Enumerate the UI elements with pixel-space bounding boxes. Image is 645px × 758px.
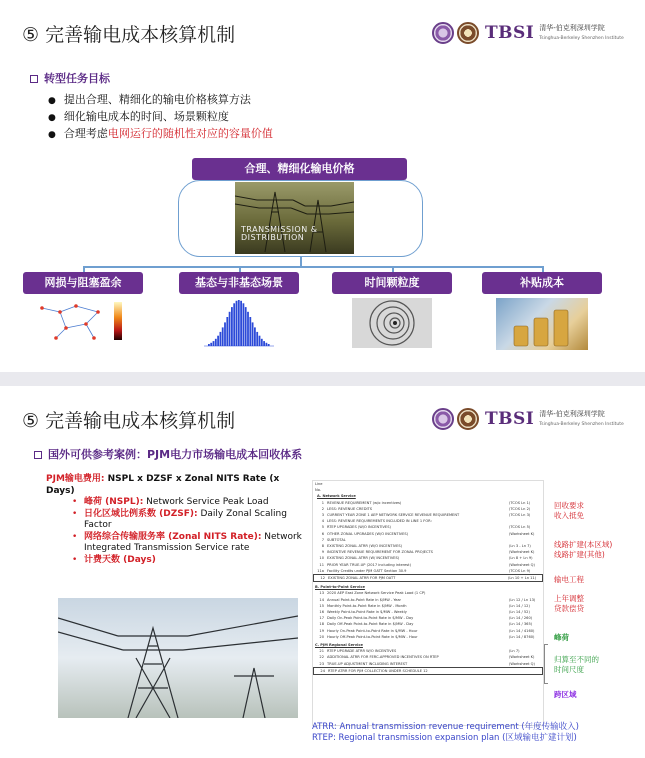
table-cell-ds: RTEP UPGRADES (W/O INCENTIVES) — [327, 525, 391, 530]
table-cell-ln: 5 — [321, 525, 324, 530]
section-b-title: B. Point-to-Point Service — [315, 585, 365, 590]
table-cell-rf: (Ln 14 / 12) — [509, 603, 530, 608]
revenue-requirement-table — [312, 480, 544, 726]
table-cell-rf: (Worksheet K) — [509, 550, 535, 555]
table-cell-rf: (TCOS Ln 2) — [509, 506, 531, 511]
slide-title: ⑤ 完善输电成本核算机制 — [22, 410, 236, 432]
table-cell-ln: 1 — [321, 500, 324, 505]
histogram-bar — [236, 301, 238, 346]
annotation-text: 线路扩建(本区域) — [554, 540, 613, 549]
tbsi-logo — [432, 408, 624, 430]
category-loss-congestion: 网损与阻塞盈余 — [23, 272, 143, 294]
formula-lead-label: PJM输电费用: — [46, 474, 105, 484]
table-cell-rf: (Worksheet Q) — [509, 661, 535, 666]
annotation-trueup — [554, 594, 584, 613]
slide-2 — [0, 386, 645, 758]
table-cell-ln: 8 — [321, 544, 324, 549]
goal-item — [48, 92, 273, 109]
footnote: RTEP: Regional transmission expansion plan (区域输电扩建计划) — [312, 733, 577, 743]
table-cell-ln: 17 — [319, 616, 324, 621]
goal-item — [48, 109, 273, 126]
table-cell-rf: (Worksheet K) — [509, 531, 535, 536]
table-row — [313, 661, 543, 667]
table-cell-ds: RTEP UPGRADE ATRR W/O INCENTIVES — [327, 649, 397, 654]
annotation-timescale — [554, 655, 599, 674]
annotation-text: 线路扩建(其他) — [554, 549, 605, 559]
table-cell-ds: Weekly Point-to-Point Rate in $/MW - Weekly — [327, 610, 407, 615]
table-cell-rf: (Ln 14 / 365) — [509, 622, 533, 627]
table-cell-ln: 22 — [319, 655, 324, 660]
histogram-bar — [261, 339, 263, 346]
photo-caption — [241, 226, 318, 242]
table-cell-ln: 24 — [320, 668, 325, 673]
power-tower-icon — [235, 182, 354, 254]
section-c-rows — [313, 648, 543, 675]
caption-line: DISTRIBUTION — [241, 233, 305, 242]
section-c-title: C. PJM Regional Service — [315, 643, 363, 648]
section-b-rows — [313, 590, 543, 640]
table-cell-ln: 21 — [319, 649, 324, 654]
table-cell-rf: (Ln 8 + Ln 9) — [509, 556, 533, 561]
histogram-bar — [231, 307, 233, 346]
formula-line — [46, 474, 306, 497]
table-cell-ds: EXISTING ZONAL ATRR (W/O INCENTIVES) — [327, 544, 403, 549]
histogram-bar — [222, 327, 224, 346]
histogram-bar — [220, 332, 222, 346]
table-cell-ds: TRUE-UP ADJUSTMENT INCLUDING INTEREST — [327, 661, 408, 666]
goal-text: 提出合理、精细化的输电价格核算方法 — [63, 93, 251, 106]
logo-name: TBSI — [485, 23, 535, 43]
table-cell-ds: Hourly On-Peak Point-to-Point Rate in $/MW - Hour — [327, 628, 418, 633]
tbsi-logo — [432, 22, 624, 44]
spiral-clock-icon — [352, 298, 432, 348]
table-cell-rf: (Ln 14 / 52) — [509, 610, 530, 615]
distribution-histogram-icon — [204, 298, 274, 348]
annotation-expansion — [554, 540, 612, 559]
transmission-photo — [235, 182, 354, 254]
table-cell-rf: (Ln 7) — [509, 649, 520, 654]
logo-cn: 清华-伯克利深圳学院 — [539, 23, 605, 32]
table-cell-ln: 20 — [319, 634, 324, 639]
histogram-bar — [210, 343, 212, 346]
annotation-recovery — [554, 501, 584, 520]
network-graph-icon — [36, 298, 136, 346]
section-heading — [34, 446, 302, 462]
table-cell-rf: (Ln 10 + Ln 11) — [508, 576, 537, 581]
table-cell-ln: 6 — [321, 531, 324, 536]
goal-text: 合理考虑 — [63, 127, 108, 140]
histogram-bar — [259, 336, 261, 346]
table-cell-rf: (Ln 14 / 8760) — [509, 634, 535, 639]
table-cell-ds: Monthly Point-to-Point Rate in $/MW - Month — [327, 603, 407, 608]
histogram-bar — [263, 341, 265, 346]
tsinghua-seal-icon — [432, 22, 454, 44]
table-cell-ln: 9 — [321, 550, 324, 555]
table-cell-ln: 13 — [319, 591, 324, 596]
berkeley-seal-icon — [457, 408, 479, 430]
category-scenarios: 基态与非基态场景 — [179, 272, 299, 294]
square-bullet-icon — [30, 75, 38, 83]
header-text: Line — [315, 482, 323, 486]
histogram-bar — [245, 307, 247, 346]
category-subsidy-cost: 补贴成本 — [482, 272, 602, 294]
table-row — [313, 634, 543, 640]
category-time-granularity: 时间颗粒度 — [332, 272, 452, 294]
table-cell-ds: RTEP ATRR FOR PJM COLLECTION UNDER SCHEDULE 12 — [328, 668, 428, 673]
table-cell-ln: 23 — [319, 661, 324, 666]
table-cell-rf: (Ln 14 / 4160) — [509, 628, 535, 633]
histogram-bar — [238, 300, 240, 346]
formula-expression: NSPL x DZSF x Zonal NITS Rate (x Days) — [46, 474, 280, 496]
table-cell-ds: EXISTING ZONAL ATRR FOR PJM OATT — [328, 576, 396, 581]
table-header — [313, 481, 543, 500]
annotation-peak: 峰荷 — [554, 633, 569, 642]
table-row — [313, 667, 543, 675]
table-cell-rf: (Worksheet K) — [509, 655, 535, 660]
footnote: ATRR: Annual transmission revenue requirement (年度传输收入) — [312, 722, 579, 732]
table-cell-ln: 11 — [319, 562, 324, 567]
table-cell-rf: (Ln 3 - Ln 7) — [509, 544, 531, 549]
histogram-bar — [226, 317, 228, 346]
connector — [300, 257, 302, 266]
table-cell-ds: REVENUE REQUIREMENT (w/o incentives) — [327, 500, 402, 505]
table-cell-ds: LESS: REVENUE REQUIREMENTS INCLUDED IN LINE 1 FOR: — [327, 519, 432, 524]
table-cell-rf: (TCOS Ln 9) — [509, 568, 531, 573]
formula-term — [46, 497, 306, 509]
goal-highlight: 电网运行的随机性对应的容量价值 — [107, 127, 273, 140]
histogram-bar — [249, 317, 251, 346]
table-cell-ds: LESS: REVENUE CREDITS — [327, 506, 372, 511]
annotation-regional: 跨区域 — [554, 690, 577, 699]
annotation-text: 归算至不同的 — [554, 655, 599, 664]
coin-stack-icon — [496, 298, 588, 350]
histogram-bar — [224, 322, 226, 346]
histogram-bar — [252, 322, 254, 346]
table-cell-ds: OTHER ZONAL UPGRADES (W/O INCENTIVES) — [327, 531, 409, 536]
histogram-bar — [233, 303, 235, 346]
table-cell-ds: Facility Credits under PJM OATT Section 30.9 — [327, 568, 407, 573]
table-cell-ln: 2 — [321, 506, 324, 511]
table-cell-ds: INCENTIVE REVENUE REQUIREMENT FOR ZONAL PROJECTS — [327, 550, 433, 555]
histogram-bar — [256, 332, 258, 346]
pjm-fee-formula — [46, 474, 306, 566]
table-cell-ds: PRIOR YEAR TRUE-UP (2017 including interest) — [327, 562, 411, 567]
table-row — [313, 574, 543, 582]
goal-item — [48, 126, 273, 143]
table-cell-ln: 19 — [319, 628, 324, 633]
table-cell-ds: Hourly Off-Peak Point-to-Point Rate in $/MW - Hour — [327, 634, 418, 639]
table-cell-rf: (TCOS Ln 5) — [509, 525, 531, 530]
section-heading-text: 转型任务目标 — [44, 72, 110, 85]
tsinghua-seal-icon — [432, 408, 454, 430]
section-heading — [30, 70, 110, 86]
annotation-text: 时间尺度 — [554, 664, 584, 674]
table-cell-ds: EXISTING ZONAL ATRR (W/ INCENTIVES) — [327, 556, 400, 561]
lattice-tower-icon — [58, 598, 298, 718]
square-bullet-icon — [34, 451, 42, 459]
logo-en: Tsinghua-Berkeley Shenzhen Institute — [539, 35, 624, 41]
histogram-bar — [217, 336, 219, 346]
table-cell-rf: (Ln 12 / Ln 13) — [509, 597, 536, 602]
table-cell-ds: ADDITIONAL ATRR FOR FERC-APPROVED INCENTIVES ON RTEP — [327, 655, 439, 660]
connector — [83, 266, 542, 268]
table-cell-ds: CURRENT YEAR ZONE 1 AEP NETWORK SERVICE REVENUE REQUIREMENT — [327, 513, 460, 518]
table-cell-ln: 16 — [319, 610, 324, 615]
table-cell-ln: 14 — [319, 597, 324, 602]
table-cell-rf: (TCOS Ln 3) — [509, 513, 531, 518]
table-cell-ds: SUBTOTAL — [327, 537, 346, 542]
goal-text: 细化输电成本的时间、场景颗粒度 — [63, 110, 229, 123]
table-cell-ds: Annual Point-to-Point Rate in $/MW - Year — [327, 597, 402, 602]
histogram-bar — [243, 303, 245, 346]
term-key: 计费天数 (Days) — [84, 554, 156, 565]
annotation-text: 上年调整 — [554, 594, 584, 603]
section-heading-text: 国外可供参考案例：PJM电力市场输电成本回收体系 — [48, 448, 303, 461]
histogram-bar — [213, 341, 215, 346]
term-desc: Network Service Peak Load — [143, 497, 269, 507]
annotation-text: 回收要求 — [554, 501, 584, 510]
logo-text — [539, 24, 624, 43]
slide-1 — [0, 0, 645, 372]
histogram-bar — [240, 301, 242, 346]
annotation-text: 收入抵免 — [554, 510, 584, 520]
term-key: 峰荷 (NSPL): — [84, 497, 144, 507]
table-row — [313, 568, 543, 574]
table-cell-ln: 10 — [319, 556, 324, 561]
annotation-text: 贷款偿贷 — [554, 603, 584, 613]
formula-term — [46, 532, 306, 555]
histogram-bar — [215, 339, 217, 346]
term-desc: Network Integrated Transmission Service rate — [84, 531, 302, 553]
footnotes — [312, 722, 579, 744]
goal-list — [48, 92, 273, 143]
logo-cn: 清华-伯克利深圳学院 — [539, 409, 605, 418]
berkeley-seal-icon — [457, 22, 479, 44]
histogram-bar — [254, 327, 256, 346]
header-text: No. — [315, 488, 321, 493]
table-cell-ds: 2020 AEP East Zone Network Service Peak Load (1 CP) — [327, 591, 426, 596]
term-key: 日化区域比例系数 (DZSF): — [84, 508, 198, 519]
histogram-bar — [208, 344, 210, 346]
table-cell-ln: 15 — [319, 603, 324, 608]
table-cell-ln: 4 — [321, 519, 324, 524]
caption-line: TRANSMISSION & — [241, 225, 318, 234]
histogram-bar — [268, 344, 270, 346]
table-cell-ds: Daily On-Peak Point-to-Point Rate in $/MW - Day — [327, 616, 414, 621]
table-cell-rf: (TCOS Ln 1) — [509, 500, 531, 505]
table-cell-ln: 18 — [319, 622, 324, 627]
main-goal-box: 合理、精细化输电价格 — [192, 158, 407, 180]
logo-text — [539, 410, 624, 429]
logo-name: TBSI — [485, 409, 535, 429]
formula-term — [46, 555, 306, 567]
term-key: 网络综合传输服务率 (Zonal NITS Rate): — [84, 531, 262, 542]
histogram-bar — [247, 312, 249, 346]
term-desc: Daily Zonal Scaling Factor — [84, 508, 287, 530]
brace — [544, 644, 548, 684]
table-cell-ln: 3 — [321, 513, 324, 518]
histogram-bar — [229, 312, 231, 346]
table-cell-rf: (Ln 14 / 260) — [509, 616, 533, 621]
histogram-bar — [266, 343, 268, 346]
section-a-rows — [313, 500, 543, 583]
table-cell-ln: 11a — [317, 568, 324, 573]
table-cell-rf: (Worksheet Q) — [509, 562, 535, 567]
table-cell-ln: 12 — [320, 576, 325, 581]
coins-photo — [496, 298, 588, 350]
section-a-title: A. Network Service — [317, 494, 356, 499]
table-cell-ds: Daily Off-Peak Point-to-Point Rate in $/MW - Day — [327, 622, 414, 627]
table-cell-rf — [508, 668, 542, 674]
transmission-tower-photo — [58, 598, 298, 718]
slide-title: ⑤ 完善输电成本核算机制 — [22, 24, 236, 46]
formula-term — [46, 509, 306, 532]
table-cell-ln: 7 — [321, 537, 324, 542]
logo-en: Tsinghua-Berkeley Shenzhen Institute — [539, 421, 624, 427]
annotation-projects: 输电工程 — [554, 575, 584, 584]
